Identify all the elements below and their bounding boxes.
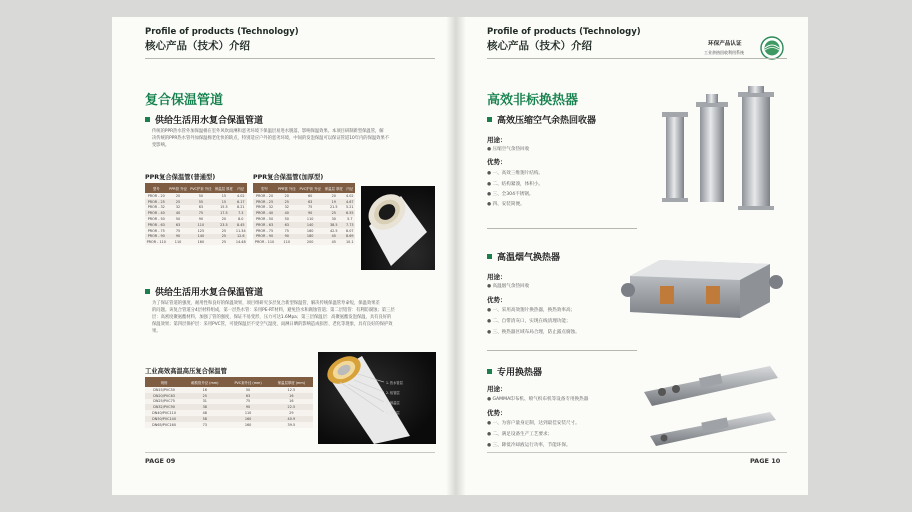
use-label-3: 用途： xyxy=(487,385,507,393)
header-divider-left xyxy=(145,58,435,59)
table-cell: 90 xyxy=(297,210,322,216)
table-cell: 16 xyxy=(270,399,313,405)
special-heat-exchanger-photo xyxy=(640,362,785,450)
right-sub-heading-2: 高温烟气换热器 xyxy=(487,250,560,263)
table-cell: PROR - 110 xyxy=(146,240,166,245)
table-header-cell: 内径 xyxy=(235,183,247,193)
table-cell: DN20/PVC63 xyxy=(145,393,183,399)
table-cell: 7.73 xyxy=(346,222,354,227)
table-cell: 50 xyxy=(188,193,213,199)
table-cell: 110 xyxy=(276,239,297,245)
table-cell: 7.3 xyxy=(235,210,247,216)
compressed-air-heat-recovery-photo xyxy=(660,86,780,216)
table-row xyxy=(253,239,355,245)
table-cell: 38.5 xyxy=(323,222,345,228)
table-cell: 160 xyxy=(226,416,269,422)
table-cell: 50 xyxy=(276,216,297,222)
table-cell: 40 xyxy=(168,210,189,216)
table-cell: PROR - 110 xyxy=(254,240,275,245)
cert-badge-title: 环保产品认证 xyxy=(708,41,742,47)
book-spine xyxy=(446,17,466,495)
table-cell: 8.69 xyxy=(346,234,354,239)
page-number-left: PAGE 09 xyxy=(145,457,176,465)
table-cell: 20 xyxy=(213,216,234,222)
table-cell: 25 xyxy=(213,228,234,234)
insulated-pipe-icon xyxy=(361,186,435,270)
footer-divider-left xyxy=(145,452,435,453)
eco-cert-logo-icon xyxy=(760,36,784,60)
table-cell: 40.9 xyxy=(270,416,313,422)
table-cell: 11.34 xyxy=(235,228,246,233)
table-header-cell: PVC套外径 (mm) xyxy=(226,377,269,387)
adv-2-3: ● 三、换热器区域布局合理，防止露点腐蚀。 xyxy=(487,330,580,335)
table-cell: PROR - 75 xyxy=(253,228,276,234)
left-sub-heading-2: 供给生活用水复合保温管道 xyxy=(145,285,263,298)
table-cell: 20 xyxy=(323,193,345,199)
table-cell: 25 xyxy=(276,199,297,205)
layered-pipe-icon xyxy=(318,352,436,444)
table-row xyxy=(145,239,247,245)
adv-3-3: ● 三、降低冷却液运行功率，节能环保。 xyxy=(487,443,571,448)
table-cell: 6.55 xyxy=(346,211,354,216)
use-text-1: ● 压缩空气余热回收 xyxy=(487,147,530,152)
header-divider-right xyxy=(487,58,787,59)
left-section-title: 复合保温管道 xyxy=(145,93,224,108)
adv-label-2: 优势： xyxy=(487,296,507,304)
header-title-en-left: Profile of products (Technology) xyxy=(145,27,299,37)
table-cell: 42.5 xyxy=(323,228,345,234)
table-cell: 14.48 xyxy=(235,240,246,245)
table-cell: 5.7 xyxy=(345,216,355,222)
table-cell: 30 xyxy=(323,216,345,222)
divider-block-1 xyxy=(487,228,637,229)
header-title-en-right: Profile of products (Technology) xyxy=(487,27,641,37)
pipe-layer-labels: 1. 热水管层 2. 铝管层 3. 保温层 4. 保护层 xyxy=(386,381,403,415)
table-cell: 25 xyxy=(183,393,226,399)
pipe-photo-1 xyxy=(361,186,435,270)
table-cell: 75 xyxy=(276,228,297,234)
table-cell: 5.21 xyxy=(346,205,354,210)
page-number-right: PAGE 10 xyxy=(750,457,781,465)
left-paragraph-2: 为了保证管道的强度、耐用性和良好的保温效果，项目组研究多层复合新型保温管，解决传统保温管寿命短，保温效果差 的问题。该复合管道分4层材料组成，第一层热水管：采用PE-RT材料，避免热水和腐蚀管道；第二层铝管：有利防腐蚀；第三层 层：高密度聚氨酯材料，加强了管的强度，保证不易变形，压力可达1.6Mpa；第三层保温层：高聚氨酯发泡保温，具有良好的 保温效果；第四层保护层：采用PVC管，可使保温层不受空气湿度、雨淋日晒的影响造成损害、老化等现象，具有良好的保护效 果。 xyxy=(152,301,395,334)
table-cell: 75 xyxy=(297,205,322,211)
table-cell: 4.67 xyxy=(346,199,354,204)
table-cell: 8.0 xyxy=(235,216,247,222)
table-cell: 45 xyxy=(323,234,345,240)
table-cell: 39.5 xyxy=(270,422,313,428)
table-cell: 73 xyxy=(183,422,226,428)
header-title-cn-left: 核心产品（技术）介绍 xyxy=(145,40,250,52)
table-cell: PROR - 63 xyxy=(253,222,276,228)
table-ppr-thick xyxy=(253,183,355,245)
table-cell: 15 xyxy=(213,193,234,199)
table-cell: PROR - 20 xyxy=(253,193,276,199)
table-cell: 90 xyxy=(226,404,269,410)
table-header-cell: 规格 xyxy=(145,377,183,387)
table-cell: 110 xyxy=(188,222,213,228)
table-cell: 180 xyxy=(297,234,322,240)
table-cell: 55 xyxy=(188,199,213,205)
table-header-cell: PPR管 外径 xyxy=(168,183,189,193)
table-cell: 31 xyxy=(183,399,226,405)
table-cell: 22.5 xyxy=(270,404,313,410)
footer-divider-right xyxy=(487,452,787,453)
header-title-cn-right: 核心产品（技术）介绍 xyxy=(487,40,592,52)
table-cell: 32 xyxy=(168,205,189,211)
table-cell: 63 xyxy=(188,205,213,211)
table-cell: 125 xyxy=(188,228,213,234)
adv-label-1: 优势： xyxy=(487,158,507,166)
table-cell: 140 xyxy=(297,222,322,228)
use-text-3: ● GAMMA印布机、喷气织布机等设备专用换热器 xyxy=(487,397,589,402)
table-cell: 25 xyxy=(213,234,234,240)
table-row xyxy=(145,422,313,428)
table-cell: 63 xyxy=(226,393,269,399)
table-cell: PROR - 90 xyxy=(253,234,276,240)
divider-block-2 xyxy=(487,350,637,351)
table-header-cell: 耐酸管外径 (mm) xyxy=(183,377,226,387)
table-cell: 63 xyxy=(276,222,297,228)
cert-badge-subtitle: 工业余热回收利用系统 xyxy=(704,50,744,55)
use-label-2: 用途： xyxy=(487,273,507,281)
table-cell: 20 xyxy=(276,193,297,199)
left-sub-heading-1: 供给生活用水复合保温管道 xyxy=(145,113,263,126)
table-cell: 12.6 xyxy=(235,234,247,240)
table-cell: 23.5 xyxy=(213,222,234,228)
flue-gas-heat-exchanger-photo xyxy=(620,252,785,322)
table-header-cell: PVC护套 外径 xyxy=(188,183,213,193)
table-cell: 48 xyxy=(183,410,226,416)
table-cell: 25 xyxy=(168,199,189,205)
table-ppr-normal xyxy=(145,183,247,245)
table-cell: 90 xyxy=(276,234,297,240)
table-cell: 16 xyxy=(270,393,313,399)
right-section-title: 高效非标换热器 xyxy=(487,93,579,108)
table-header-cell: 型号 xyxy=(145,183,168,193)
table-cell: 75 xyxy=(168,228,189,234)
table-cell: 63 xyxy=(168,222,189,228)
use-text-2: ● 高温烟气余热回收 xyxy=(487,284,530,289)
table-cell: 140 xyxy=(188,234,213,240)
table-header-cell: 保温层厚度 (mm) xyxy=(270,377,313,387)
left-paragraph-1: 传统的PPR热水管外加保温棉在室外风吹雨淋和恶劣环境下保温层易进水脱落，影响保温效果。本项目研制新型保温管，解 决传统的PPR热水管外加保温棉老化快的缺点，特别适应户外的恶劣环境，中间的发泡保温可以保证管道10年内的保温效果不 变影响。 xyxy=(152,129,390,148)
adv-2-2: ● 二、自带清灰口，实现在线清理功能； xyxy=(487,319,571,324)
table-header-cell: 保温层 厚度 xyxy=(323,183,345,193)
table-cell: 160 xyxy=(188,239,213,245)
table-cell: 19 xyxy=(323,199,345,205)
right-sub-heading-1: 高效压缩空气余热回收器 xyxy=(487,113,596,126)
table-cell: 50 xyxy=(168,216,189,222)
table-cell: 200 xyxy=(297,239,322,245)
table-cell: 4.02 xyxy=(346,193,354,198)
table-cell: 25 xyxy=(323,210,345,216)
table-header-cell: PVC护套 外径 xyxy=(297,183,322,193)
table-cell: DN40/PVC110 xyxy=(145,410,183,416)
table-header-cell: 内径 xyxy=(345,183,355,193)
adv-2-1: ● 一、采用高效翅片换热器，换热效率高； xyxy=(487,308,576,313)
pipe-photo-2 xyxy=(318,352,436,444)
table-cell: 16 xyxy=(183,387,226,393)
adv-1-2: ● 二、结构紧凑，体积小。 xyxy=(487,182,544,187)
table-header-cell: PPR管 外径 xyxy=(276,183,297,193)
table-cell: 75 xyxy=(188,210,213,216)
table-cell: 38 xyxy=(183,404,226,410)
table-cell: DN25/PVC75 xyxy=(145,399,183,405)
table-cell: PROR - 63 xyxy=(145,222,168,228)
table-cell: PROR - 75 xyxy=(145,228,168,234)
table3-title: 工业高效高温高压复合保温管 xyxy=(145,368,227,375)
table-cell: 110 xyxy=(168,239,189,245)
table-cell: 8.21 xyxy=(235,205,247,211)
table-cell: 90 xyxy=(168,234,189,240)
table-cell: 10.1 xyxy=(346,240,354,245)
table-cell: 60 xyxy=(297,193,322,199)
table-cell: PROR - 25 xyxy=(253,199,276,205)
table-cell: DN15/PVC50 xyxy=(145,387,183,393)
table-cell: 8.07 xyxy=(346,228,354,233)
table-cell: PROR - 40 xyxy=(145,210,168,216)
table2-title: PPR复合保温管(加厚型) xyxy=(253,174,324,181)
table-cell: PROR - 40 xyxy=(253,210,276,216)
table-cell: 21.5 xyxy=(323,205,345,211)
table-cell: 12.5 xyxy=(270,387,313,393)
table-cell: PROR - 32 xyxy=(253,205,276,211)
table-industrial-pipe xyxy=(145,377,313,428)
adv-3-2: ● 二、满足设备生产工艺要求； xyxy=(487,432,553,437)
table-cell: DN50/PVC140 xyxy=(145,416,183,422)
table-cell: 160 xyxy=(226,422,269,428)
table-header-cell: 型号 xyxy=(253,183,276,193)
table-cell: 75 xyxy=(226,399,269,405)
table-cell: DN32/PVC90 xyxy=(145,404,183,410)
use-label-1: 用途： xyxy=(487,136,507,144)
table-cell: PROR - 90 xyxy=(145,234,168,240)
table-cell: 40 xyxy=(276,210,297,216)
adv-1-3: ● 三、全304不锈钢。 xyxy=(487,192,534,197)
table-cell: 32 xyxy=(276,205,297,211)
table-cell: 29 xyxy=(270,410,313,416)
table-cell: 63 xyxy=(297,199,322,205)
table-cell: 45 xyxy=(323,239,345,245)
table1-title: PPR复合保温管(普通型) xyxy=(145,174,216,181)
adv-1-1: ● 一、高效三维翅片结构。 xyxy=(487,171,544,176)
table-cell: DN65/PVC160 xyxy=(145,422,183,428)
table-header-cell: 保温层 厚度 xyxy=(213,183,234,193)
table-cell: 6.17 xyxy=(235,199,247,205)
table-cell: 50 xyxy=(226,387,269,393)
adv-label-3: 优势： xyxy=(487,409,507,417)
table-cell: 15 xyxy=(213,199,234,205)
table-cell: 25 xyxy=(213,239,234,245)
table-cell: 90 xyxy=(188,216,213,222)
table-cell: 8.45 xyxy=(235,222,247,228)
table-cell: PROR - 50 xyxy=(253,216,276,222)
table-cell: PROR - 25 xyxy=(145,199,168,205)
table-cell: 20 xyxy=(168,193,189,199)
table-cell: 4.02 xyxy=(235,193,247,199)
table-cell: 15.5 xyxy=(213,205,234,211)
adv-3-1: ● 一、为客户量身定制，达到最佳安装尺寸。 xyxy=(487,421,580,426)
right-sub-heading-3: 专用换热器 xyxy=(487,365,542,378)
table-cell: PROR - 20 xyxy=(145,193,168,199)
table-cell: 110 xyxy=(226,410,269,416)
table-cell: 58 xyxy=(183,416,226,422)
table-cell: PROR - 50 xyxy=(145,216,168,222)
table-cell: 110 xyxy=(297,216,322,222)
table-cell: 160 xyxy=(297,228,322,234)
table-cell: 17.5 xyxy=(213,210,234,216)
adv-1-4: ● 四、安装简便。 xyxy=(487,202,525,207)
table-cell: PROR - 32 xyxy=(145,205,168,211)
